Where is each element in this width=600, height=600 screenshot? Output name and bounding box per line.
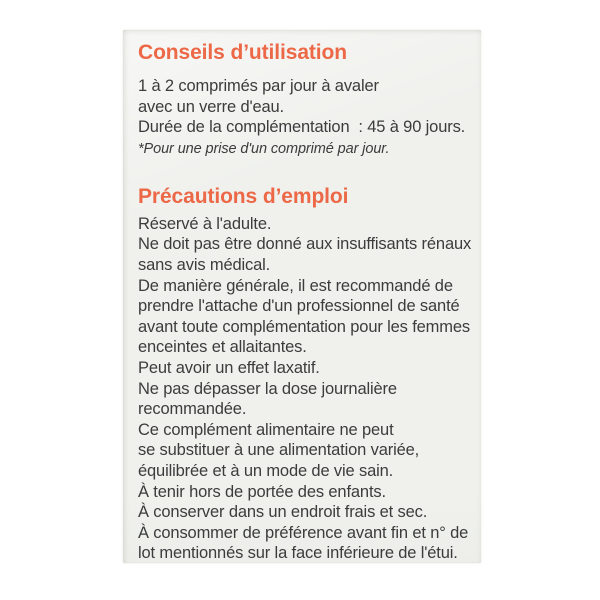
text-line: enceintes et allaitantes.: [138, 338, 307, 357]
text-line: Ne pas dépasser la dose journalière: [138, 379, 397, 398]
text-line: À conserver dans un endroit frais et sec.: [138, 503, 428, 522]
text-line: prendre l'attache d'un professionnel de santé: [138, 297, 460, 316]
precautions-heading: Précautions d’emploi: [138, 184, 349, 208]
text-line: Peut avoir un effet laxatif.: [138, 358, 320, 377]
text-line: Ne doit pas être donné aux insuffisants rénaux: [138, 235, 472, 254]
text-line: équilibrée et à un mode de vie sain.: [138, 461, 394, 480]
text-line: À consommer de préférence avant fin et n° de: [138, 523, 469, 542]
text-line: avant toute complémentation pour les femmes: [138, 317, 470, 336]
text-line: sans avis médical.: [138, 255, 271, 274]
text-line: avec un verre d'eau.: [138, 97, 284, 116]
text-line: 1 à 2 comprimés par jour à avaler: [138, 77, 379, 95]
text-line: À tenir hors de portée des enfants.: [138, 482, 386, 501]
text-line: se substituer à une alimentation variée,: [138, 441, 420, 460]
usage-footnote: *Pour une prise d'un comprimé par jour.: [138, 140, 390, 157]
text-line: Ce complément alimentaire ne peut: [138, 420, 394, 439]
precautions-section: [138, 185, 475, 564]
text-line: lot mentionnés sur la face inférieure de l'étui.: [138, 544, 458, 563]
text-line: recommandée.: [138, 400, 247, 419]
usage-advice-section: [138, 41, 475, 159]
text-line: Réservé à l'adulte.: [138, 214, 272, 233]
text-line: Durée de la complémentation : 45 à 90 jours.: [138, 118, 466, 137]
packaging-panel: [123, 30, 481, 563]
usage-advice-heading: Conseils d’utilisation: [138, 41, 347, 64]
text-line: De manière générale, il est recommandé de: [138, 276, 453, 295]
